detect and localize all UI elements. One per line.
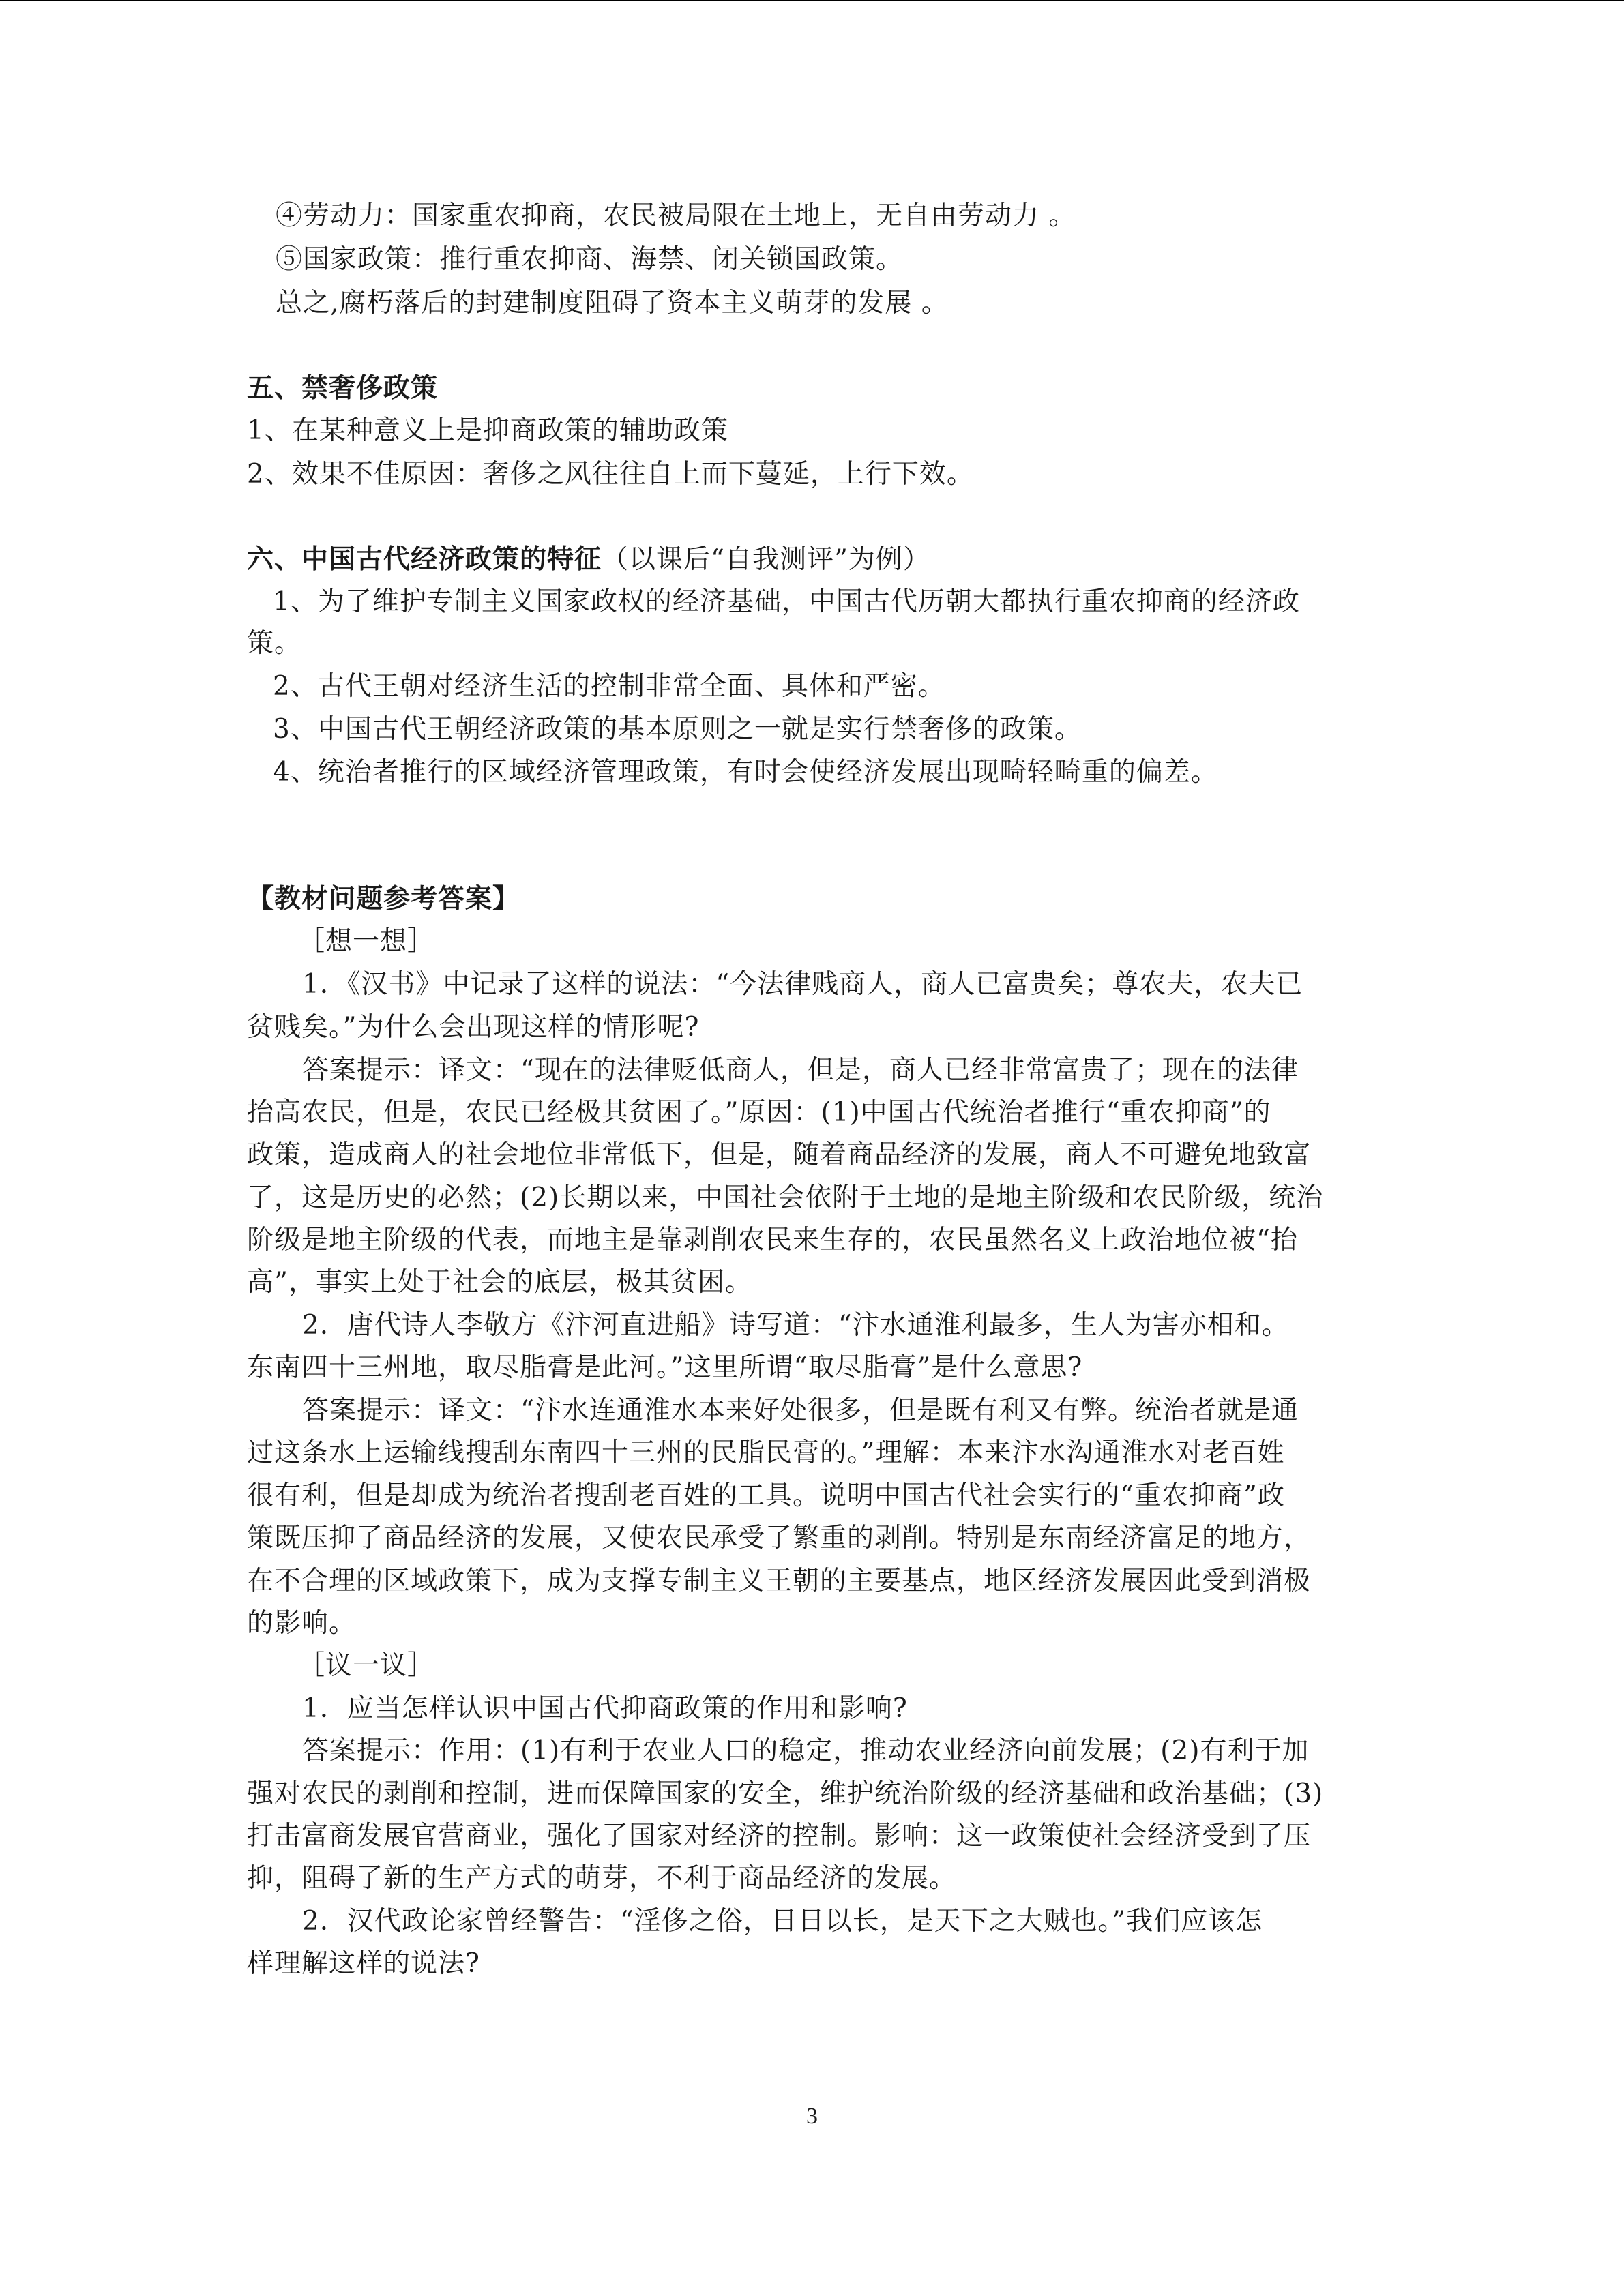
discuss-label: ［议一议］	[298, 1650, 435, 1681]
discuss-line: 强对农民的剥削和控制，进而保障国家的安全，维护统治阶级的经济基础和政治基础；(3)	[247, 1778, 1324, 1809]
think-line: 在不合理的区域政策下，成为支撑专制主义王朝的主要基点，地区经济发展因此受到消极	[247, 1566, 1312, 1596]
think-line: 策既压抑了商品经济的发展，又使农民承受了繁重的剥削。特别是东南经济富足的地方，	[247, 1523, 1312, 1553]
discuss-line: 2．汉代政论家曾经警告：“淫侈之俗，日日以长，是天下之大贼也。”我们应该怎	[302, 1906, 1263, 1937]
state-policy-text: ⑤国家政策：推行重农抑商、海禁、闭关锁国政策。	[276, 244, 904, 275]
think-line: 贫贱矣。”为什么会出现这样的情形呢?	[247, 1012, 700, 1043]
section6-item: 3、中国古代王朝经济政策的基本原则之一就是实行禁奢侈的政策。	[273, 714, 1082, 745]
labor-force-text: ④劳动力：国家重农抑商，农民被局限在土地上，无自由劳动力 。	[276, 200, 1076, 231]
think-line: 1．《汉书》中记录了这样的说法：“今法律贱商人，商人已富贵矣；尊农夫，农夫已	[302, 969, 1303, 1000]
think-line: 阶级是地主阶级的代表，而地主是靠剥削农民来生存的，农民虽然名义上政治地位被“抬	[247, 1225, 1298, 1255]
think-line: 答案提示：译文：“现在的法律贬低商人，但是，商人已经非常富贵了；现在的法律	[302, 1055, 1299, 1086]
think-line: 2．唐代诗人李敬方《汴河直进船》诗写道：“汴水通淮利最多，生人为害亦相和。	[302, 1310, 1289, 1341]
section6-item: 2、古代王朝对经济生活的控制非常全面、具体和严密。	[273, 671, 945, 702]
conclusion-text: 总之,腐朽落后的封建制度阻碍了资本主义萌芽的发展 。	[276, 288, 949, 318]
section5-item: 2、效果不佳原因：奢侈之风往往自上而下蔓延，上行下效。	[247, 459, 974, 490]
top-border	[0, 0, 1624, 1]
think-line: 抬高农民，但是，农民已经极其贫困了。”原因：(1)中国古代统治者推行“重农抑商”的	[247, 1097, 1271, 1128]
think-line: 了，这是历史的必然；(2)长期以来，中国社会依附于土地的是地主阶级和农民阶级，统治	[247, 1182, 1324, 1213]
section6-item: 1、为了维护专制主义国家政权的经济基础，中国古代历朝大都执行重农抑商的经济政	[273, 586, 1300, 617]
page-number: 3	[806, 2104, 818, 2129]
section6-item: 4、统治者推行的区域经济管理政策，有时会使经济发展出现畸轻畸重的偏差。	[273, 757, 1218, 788]
discuss-line: 1．应当怎样认识中国古代抑商政策的作用和影响?	[302, 1693, 908, 1724]
think-line: 高”，事实上处于社会的底层，极其贫困。	[247, 1267, 752, 1298]
section6-title: 六、中国古代经济政策的特征	[247, 544, 602, 575]
answers-title: 【教材问题参考答案】	[247, 884, 520, 914]
discuss-line: 抑，阻碍了新的生产方式的萌芽，不利于商品经济的发展。	[247, 1863, 957, 1894]
section5-title: 五、禁奢侈政策	[247, 373, 439, 404]
discuss-line: 样理解这样的说法?	[247, 1948, 480, 1979]
think-line: 东南四十三州地，取尽脂膏是此河。”这里所谓“取尽脂膏”是什么意思?	[247, 1352, 1083, 1383]
think-line: 很有利，但是却成为统治者搜刮老百姓的工具。说明中国古代社会实行的“重农抑商”政	[247, 1480, 1285, 1511]
section6-item: 策。	[247, 628, 302, 659]
discuss-line: 答案提示：作用：(1)有利于农业人口的稳定，推动农业经济向前发展；(2)有利于加	[302, 1735, 1310, 1766]
section6-title-line	[247, 543, 930, 576]
think-line: 过这条水上运输线搜刮东南四十三州的民脂民膏的。”理解：本来汴水沟通淮水对老百姓	[247, 1437, 1285, 1468]
section6-title-note: （以课后“自我测评”为例）	[602, 544, 930, 575]
section5-item: 1、在某种意义上是抑商政策的辅助政策	[247, 415, 728, 446]
think-line: 政策，造成商人的社会地位非常低下，但是，随着商品经济的发展，商人不可避免地致富	[247, 1139, 1312, 1170]
think-label: ［想一想］	[298, 926, 435, 957]
think-line: 答案提示：译文：“汴水连通淮水本来好处很多，但是既有利又有弊。统治者就是通	[302, 1395, 1299, 1426]
discuss-line: 打击富商发展官营商业，强化了国家对经济的控制。影响：这一政策使社会经济受到了压	[247, 1821, 1312, 1851]
think-line: 的影响。	[247, 1608, 357, 1639]
